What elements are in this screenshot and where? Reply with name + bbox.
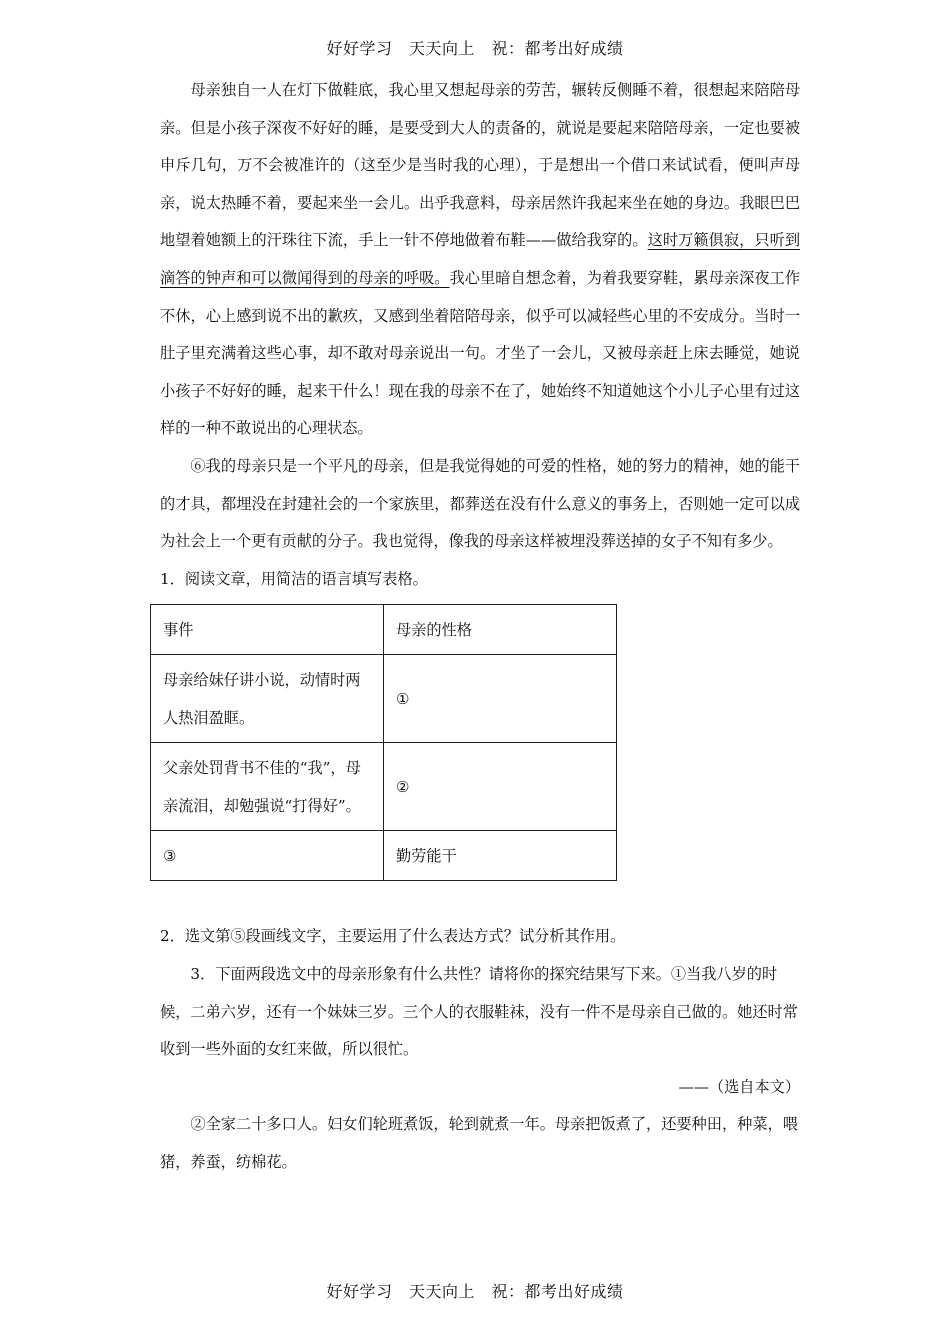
- table-cell-character: 勤劳能干: [384, 831, 617, 881]
- table-row: [151, 655, 617, 743]
- excerpt-source: ——（选自本文）: [678, 1077, 800, 1096]
- page-footer: 好好学习 天天向上 祝：都考出好成绩: [326, 1282, 624, 1301]
- passage-paragraph-5: [160, 72, 800, 448]
- passage-p5-text-b: 我心里暗自想念着，为着我要穿鞋，累母亲深夜工作不休，心上感到说不出的歉疚，又感到坐着陪陪母亲，似乎可以减轻些心里的不安成分。当时一肚子里充满着这些心事，却不敢对母亲说出一句。才坐了一会儿，又被母亲赶上床去睡觉，她说小孩子不好好的睡，起来干什么！现在我的母亲不在了，她始终不知道她这个小儿子心里有过这样的一种不敢说出的心理状态。: [160, 268, 801, 438]
- table-cell-answer-blank[interactable]: ①: [384, 655, 617, 743]
- question-1-prompt: 1．阅读文章，用简洁的语言填写表格。: [160, 569, 428, 588]
- table-cell-event: 母亲给妹仔讲小说，动情时两人热泪盈眶。: [151, 655, 384, 743]
- question-2-prompt: 2．选文第⑤段画线文字，主要运用了什么表达方式？试分析其作用。: [160, 927, 626, 946]
- question-3-excerpt-2: ②全家二十多口人。妇女们轮班煮饭，轮到就煮一年。母亲把饭煮了，还要种田，种菜，喂猪，养蚕，纺棉花。: [160, 1115, 798, 1171]
- table-row: [151, 743, 617, 831]
- answer-table: [150, 604, 617, 881]
- passage-paragraph-6: ⑥我的母亲只是一个平凡的母亲，但是我觉得她的可爱的性格，她的努力的精神，她的能干的才具，都埋没在封建社会的一个家族里，都葬送在没有什么意义的事务上，否则她一定可以成为社会上一个更有贡献的分子。我也觉得，像我的母亲这样被埋没葬送掉的女子不知有多少。: [160, 456, 800, 551]
- underlined-sentence: 这时万籁俱寂，只听到滴答的钟声和可以微闻得到的母亲的呼吸。: [160, 231, 801, 287]
- question-3-prompt: 3．下面两段选文中的母亲形象有什么共性？请将你的探究结果写下来。①当我八岁的时候，二弟六岁，还有一个妹妹三岁。三个人的衣服鞋袜，没有一件不是母亲自己做的。她还时常收到一些外面的女红来做，所以很忙。: [160, 964, 798, 1059]
- table-header-row: [151, 605, 617, 655]
- table-header-event: 事件: [151, 605, 384, 655]
- table-header-character: 母亲的性格: [384, 605, 617, 655]
- table-cell-answer-blank[interactable]: ③: [151, 831, 384, 881]
- table-cell-answer-blank[interactable]: ②: [384, 743, 617, 831]
- page-header: 好好学习 天天向上 祝：都考出好成绩: [326, 39, 624, 58]
- page-content: [160, 72, 800, 1181]
- passage-p5-text-a: 母亲独自一人在灯下做鞋底，我心里又想起母亲的劳苦，辗转反侧睡不着，很想起来陪陪母亲。但是小孩子深夜不好好的睡，是要受到大人的责备的，就说是要起来陪陪母亲，一定也要被申斥几句，万不会被准许的（这至少是当时我的心理），于是想出一个借口来试试看，便叫声母亲，说太热睡不着，要起来坐一会儿。出乎我意料，母亲居然许我起来坐在她的身边。我眼巴巴地望着她额上的汗珠往下流，手上一针不停地做着布鞋——做给我穿的。: [160, 81, 800, 250]
- table-row: [151, 831, 617, 881]
- table-cell-event: 父亲处罚背书不佳的“我”，母亲流泪，却勉强说“打得好”。: [151, 743, 384, 831]
